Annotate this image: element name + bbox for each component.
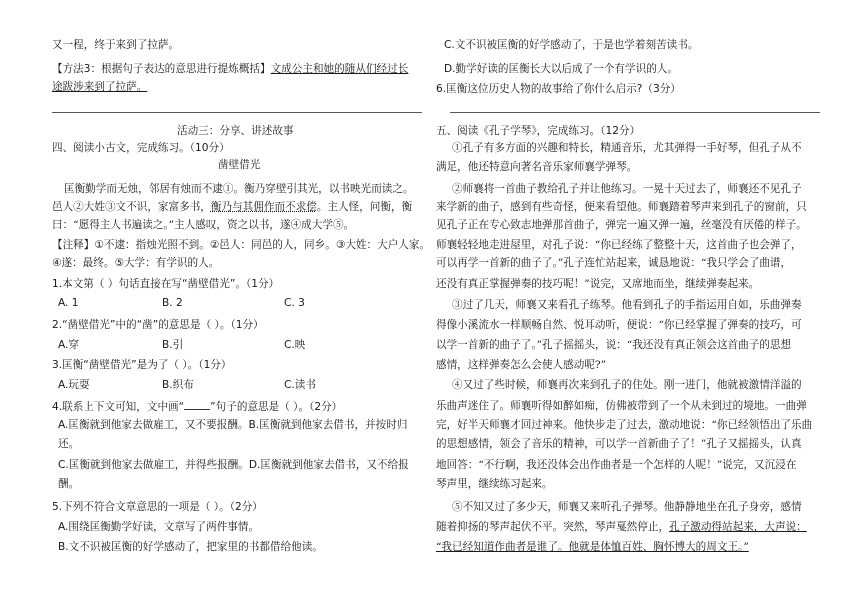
passage-line: 匡衡勤学而无烛，邻居有烛而不逮①。衡乃穿壁引其光，以书映光而读之。	[64, 183, 414, 195]
passage-line: 得像小溪流水一样顺畅自然、悦耳动听，便说：“你已经掌握了弹奏的技巧，可	[436, 319, 802, 331]
passage-line: ①孔子有多方面的兴趣和特长，精通音乐，尤其弹得一手好琴，但孔子从不	[452, 142, 802, 154]
question-text: ”句子的意思是（ ）。（2分）	[210, 401, 343, 413]
option: C.文不识被匡衡的好学感动了，于是也学着刻苦读书。	[444, 39, 699, 51]
passage-line: 曰：“愿得主人书遍读之。”主人感叹，资之以书，遂④成大学⑤。	[52, 219, 355, 231]
passage-line: 来学新的曲子，感到有些奇怪，便来看望他。师襄踏着琴声来到孔子的窗前，只	[436, 201, 807, 213]
activity-heading: 活动三：分享、讲述故事	[177, 125, 294, 137]
marked-sentence: 衡乃与其佣作而不求偿	[210, 201, 317, 213]
passage-line: ⑤不知又过了多少天，师襄又来听孔子弹琴。他静静地坐在孔子身旁，感情	[452, 501, 802, 513]
answer-text: 文成公主和她的随从们经过长	[270, 63, 409, 75]
method-line	[52, 62, 408, 76]
passage-line: 师襄轻轻地走进屋里，对孔子说：“你已经练了整整十天，这首曲子也会弹了，	[436, 239, 802, 251]
option: C.匡衡就到他家去做雇工，并得些报酬。D.匡衡就到他家去借书，又不给报	[58, 459, 409, 471]
option: C.读书	[284, 379, 316, 391]
option: B.引	[162, 339, 184, 351]
passage-line	[52, 200, 412, 214]
passage-line: ④又过了些时候，师襄再次来到孔子的住处。刚一进门，他就被激情洋溢的	[452, 379, 802, 391]
passage-line: ③过了几天，师襄又来看孔子练琴。他看到孔子的手指运用自如，乐曲弹奏	[452, 299, 802, 311]
method-label: 【方法3：根据句子表达的意思进行提炼概括】	[52, 63, 271, 75]
option: D.勤学好读的匡衡长大以后成了一个有学识的人。	[444, 63, 678, 75]
option: B.织布	[162, 379, 194, 391]
question-4	[52, 399, 342, 414]
passage-line: 感情，这样弹奏怎么会使人感动呢?”	[436, 359, 607, 371]
passage-text: 。主人怪，问衡，衡	[316, 201, 413, 213]
passage-text: 随着抑扬的琴声起伏不平。突然，琴声戛然停止，	[436, 521, 670, 533]
passage-line: 地回答：“不行啊，我还没体会出作曲者是一个怎样的人呢！”说完，又沉浸在	[436, 459, 797, 471]
passage-text: 邑人②大姓③文不识，家富多书，	[52, 201, 211, 213]
question-5: 5.下列不符合文章意思的一项是（ ）。（2分）	[52, 501, 263, 513]
option: 还。	[58, 438, 80, 450]
passage-line: 乐曲声迷住了。师襄听得如醉如痴，仿佛被带到了一个从未到过的境地。一曲弹	[436, 400, 807, 412]
option: A.穿	[58, 339, 80, 351]
section-heading: 五、阅读《孔子学琴》，完成练习。（12分）	[436, 125, 641, 137]
passage-line: 还没有真正掌握弹奏的技巧呢！”说完，又席地而坐，继续弹奏起来。	[436, 278, 760, 290]
answer-text: 途跋涉来到了拉萨。	[52, 81, 148, 93]
passage-line: 以学一首新的曲子了。”孔子摇摇头，说：“我还没有真正领会这首曲子的思想	[436, 339, 792, 351]
option: B.文不识被匡衡的好学感动了，把家里的书都借给他读。	[58, 541, 323, 553]
text-line: 又一程，终于来到了拉萨。	[52, 39, 180, 51]
answer-rule	[450, 112, 820, 113]
section-heading: 四、阅读小古文，完成练习。（10分）	[52, 142, 230, 154]
question-1: 1.本文第（ ）句话直接在写“凿壁借光”。（1分）	[52, 278, 280, 290]
option: A.匡衡就到他家去做雇工，又不要报酬。B.匡衡就到他家去借书，并按时归	[58, 419, 408, 431]
option: 酬。	[58, 478, 80, 490]
passage-line: 的思想感情，领会了音乐的精神，可以学一首新曲子了！”孔子又摇摇头，认真	[436, 438, 802, 450]
question-2: 2.“凿壁借光”中的“凿”的意思是（ ）。（1分）	[52, 319, 264, 331]
question-text: 4.联系上下文可知，文中画“	[52, 401, 185, 413]
passage-line: 可以再学一首新的曲子了。”孔子连忙站起来，诚恳地说：“我只学会了曲谱，	[436, 257, 792, 269]
marked-sentence: “我已经知道作曲者是谁了。他就是体恤百姓、胸怀博大的周文王。”	[436, 541, 749, 553]
answer-rule	[52, 112, 422, 113]
passage-line: 琴声里，继续练习起来。	[436, 478, 553, 490]
option: B. 2	[162, 297, 183, 309]
passage-line: 见孔子正在专心致志地弹那首曲子，弹完一遍又弹一遍，丝毫没有厌倦的样子。	[436, 219, 807, 231]
notes-line: ④遂：最终。⑤大学：有学识的人。	[52, 257, 220, 269]
passage-line: 完，好半天师襄才回过神来。他快步走了过去，激动地说：“你已经领悟出了乐曲	[436, 419, 813, 431]
passage-line: ②师襄将一首曲子教给孔子并让他练习。一晃十天过去了，师襄还不见孔子	[452, 183, 802, 195]
passage-title: 凿壁借光	[218, 159, 261, 171]
underline-blank	[184, 399, 210, 410]
option: A.玩耍	[58, 379, 90, 391]
notes-line: 【注释】①不逮：指烛光照不到。②邑人：同邑的人，同乡。③大姓：大户人家。	[52, 239, 431, 251]
option: C. 3	[284, 297, 305, 309]
option: A. 1	[58, 297, 79, 309]
passage-line	[436, 520, 807, 534]
option: C.映	[284, 339, 306, 351]
option: A.围绕匡衡勤学好读，文章写了两件事情。	[58, 521, 260, 533]
marked-sentence: 孔子激动得站起来，大声说：	[669, 521, 807, 533]
passage-line: 满足，他还特意向著名音乐家师襄学弹琴。	[436, 161, 638, 173]
question-3: 3.匡衡“凿壁借光”是为了（ ）。（1分）	[52, 359, 232, 371]
question-6: 6.匡衡这位历史人物的故事给了你什么启示?（3分）	[436, 83, 681, 95]
